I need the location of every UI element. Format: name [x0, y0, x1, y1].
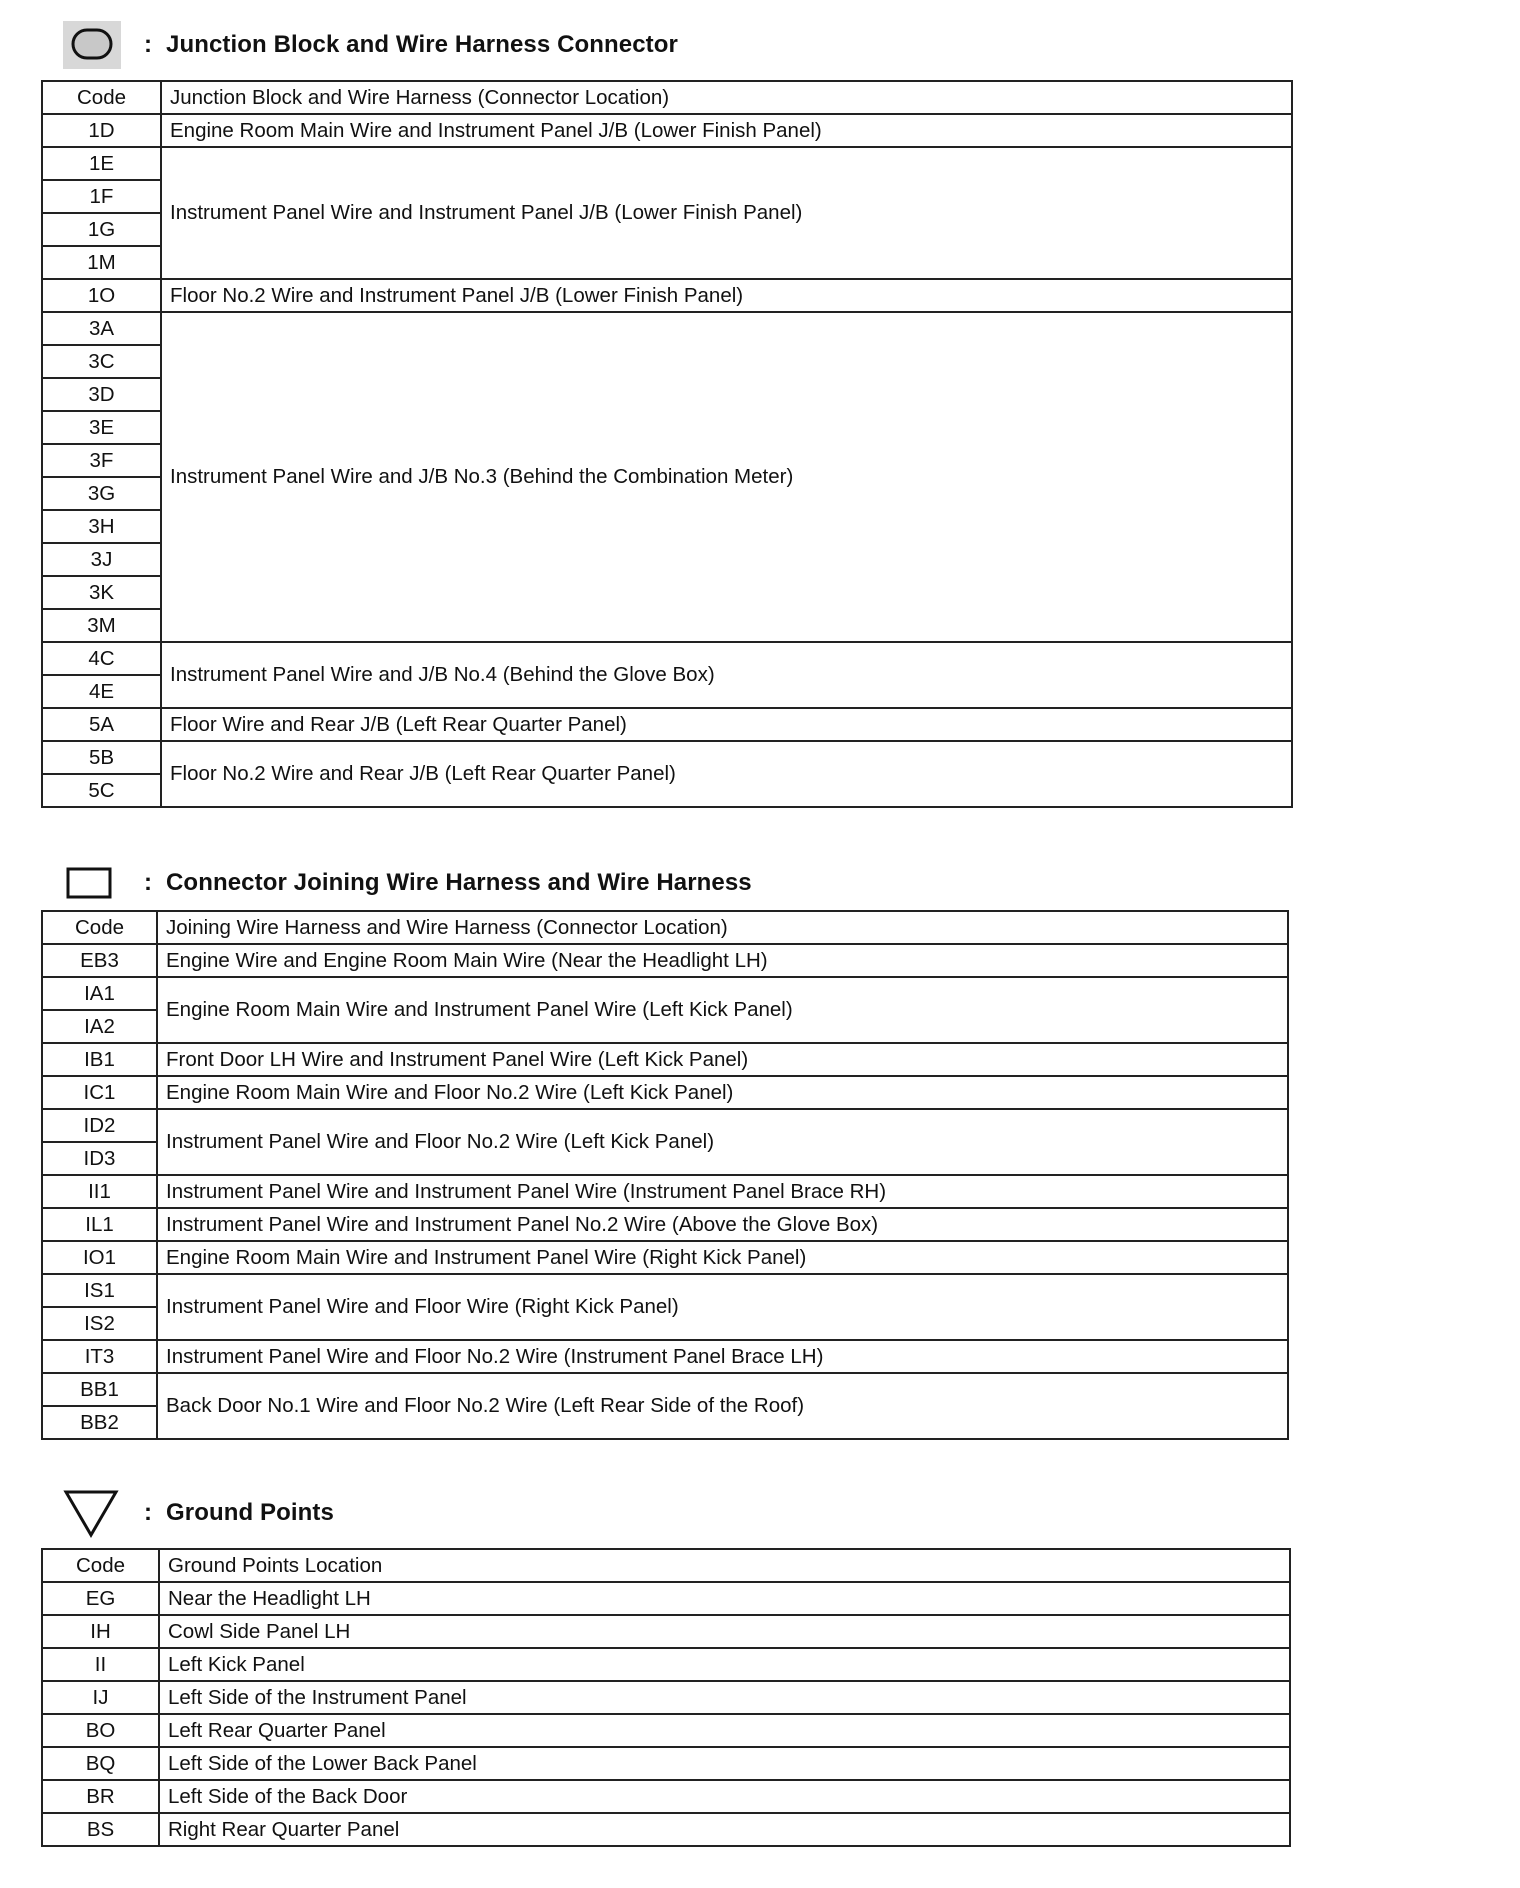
location-cell: Engine Room Main Wire and Instrument Panel Wire (Left Kick Panel): [157, 977, 1288, 1043]
code-cell: 3E: [42, 411, 161, 444]
section-colon: :: [144, 869, 152, 896]
code-cell: 3F: [42, 444, 161, 477]
section-connector-header: [62, 858, 752, 908]
location-cell: Instrument Panel Wire and Instrument Panel Wire (Instrument Panel Brace RH): [157, 1175, 1288, 1208]
code-cell: IS1: [42, 1274, 157, 1307]
code-column-header: Code: [42, 1549, 159, 1582]
section-title: Junction Block and Wire Harness Connector: [166, 31, 678, 58]
location-cell: Engine Room Main Wire and Instrument Panel J/B (Lower Finish Panel): [161, 114, 1292, 147]
location-cell: Left Rear Quarter Panel: [159, 1714, 1290, 1747]
table-row: [42, 977, 1288, 1010]
location-cell: Cowl Side Panel LH: [159, 1615, 1290, 1648]
location-cell: Floor No.2 Wire and Rear J/B (Left Rear Quarter Panel): [161, 741, 1292, 807]
code-cell: 5C: [42, 774, 161, 807]
location-cell: Near the Headlight LH: [159, 1582, 1290, 1615]
table-row: [42, 1175, 1288, 1208]
location-cell: Front Door LH Wire and Instrument Panel Wire (Left Kick Panel): [157, 1043, 1288, 1076]
code-cell: EG: [42, 1582, 159, 1615]
code-cell: 5B: [42, 741, 161, 774]
code-cell: IB1: [42, 1043, 157, 1076]
table-row: [42, 1582, 1290, 1615]
location-column-header: Junction Block and Wire Harness (Connector Location): [161, 81, 1292, 114]
table-row: [42, 1043, 1288, 1076]
location-cell: Instrument Panel Wire and J/B No.4 (Behind the Glove Box): [161, 642, 1292, 708]
code-cell: 1G: [42, 213, 161, 246]
table-row: [42, 1340, 1288, 1373]
code-cell: ID2: [42, 1109, 157, 1142]
location-cell: Instrument Panel Wire and Floor Wire (Right Kick Panel): [157, 1274, 1288, 1340]
code-cell: IA1: [42, 977, 157, 1010]
code-cell: 3C: [42, 345, 161, 378]
table-row: [42, 1813, 1290, 1846]
section-ground-header: [62, 1488, 334, 1538]
code-cell: ID3: [42, 1142, 157, 1175]
table-row: [42, 1109, 1288, 1142]
table-header-row: [42, 911, 1288, 944]
ground-points-table: [41, 1548, 1291, 1847]
location-cell: Instrument Panel Wire and Instrument Panel No.2 Wire (Above the Glove Box): [157, 1208, 1288, 1241]
location-cell: Left Side of the Instrument Panel: [159, 1681, 1290, 1714]
code-cell: 3A: [42, 312, 161, 345]
section-colon: :: [144, 1499, 152, 1526]
code-column-header: Code: [42, 81, 161, 114]
code-cell: 4E: [42, 675, 161, 708]
table-header-row: [42, 1549, 1290, 1582]
table-row: [42, 1373, 1288, 1406]
ground-points-table-body: [42, 1549, 1290, 1846]
code-cell: IH: [42, 1615, 159, 1648]
table-row: [42, 1681, 1290, 1714]
code-cell: 1F: [42, 180, 161, 213]
location-column-header: Ground Points Location: [159, 1549, 1290, 1582]
code-cell: 1E: [42, 147, 161, 180]
table-row: [42, 642, 1292, 675]
location-cell: Left Side of the Back Door: [159, 1780, 1290, 1813]
location-cell: Engine Room Main Wire and Instrument Panel Wire (Right Kick Panel): [157, 1241, 1288, 1274]
table-row: [42, 1274, 1288, 1307]
junction-block-table-body: [42, 81, 1292, 807]
location-cell: Instrument Panel Wire and J/B No.3 (Behind the Combination Meter): [161, 312, 1292, 642]
code-cell: 3K: [42, 576, 161, 609]
section-junction-block-header: [62, 20, 678, 70]
section-colon: :: [144, 31, 152, 58]
section-title: Ground Points: [166, 1499, 334, 1526]
table-row: [42, 944, 1288, 977]
table-row: [42, 147, 1292, 180]
code-cell: 3G: [42, 477, 161, 510]
table-row: [42, 1241, 1288, 1274]
code-cell: BB1: [42, 1373, 157, 1406]
code-cell: BO: [42, 1714, 159, 1747]
table-row: [42, 1747, 1290, 1780]
table-row: [42, 741, 1292, 774]
code-cell: 3J: [42, 543, 161, 576]
location-cell: Instrument Panel Wire and Instrument Panel J/B (Lower Finish Panel): [161, 147, 1292, 279]
location-cell: Engine Room Main Wire and Floor No.2 Wire (Left Kick Panel): [157, 1076, 1288, 1109]
code-cell: IO1: [42, 1241, 157, 1274]
table-row: [42, 1615, 1290, 1648]
connector-table-body: [42, 911, 1288, 1439]
code-cell: IT3: [42, 1340, 157, 1373]
code-cell: 1D: [42, 114, 161, 147]
location-cell: Right Rear Quarter Panel: [159, 1813, 1290, 1846]
code-cell: EB3: [42, 944, 157, 977]
location-cell: Instrument Panel Wire and Floor No.2 Wire (Instrument Panel Brace LH): [157, 1340, 1288, 1373]
code-cell: BQ: [42, 1747, 159, 1780]
location-cell: Instrument Panel Wire and Floor No.2 Wire (Left Kick Panel): [157, 1109, 1288, 1175]
connector-symbol-icon: [62, 858, 122, 908]
junction-block-table: [41, 80, 1293, 808]
location-cell: Left Kick Panel: [159, 1648, 1290, 1681]
table-row: [42, 708, 1292, 741]
table-row: [42, 1648, 1290, 1681]
code-cell: IC1: [42, 1076, 157, 1109]
location-cell: Engine Wire and Engine Room Main Wire (Near the Headlight LH): [157, 944, 1288, 977]
table-header-row: [42, 81, 1292, 114]
code-cell: 1O: [42, 279, 161, 312]
code-cell: 3D: [42, 378, 161, 411]
code-column-header: Code: [42, 911, 157, 944]
code-cell: BB2: [42, 1406, 157, 1439]
location-cell: Back Door No.1 Wire and Floor No.2 Wire (Left Rear Side of the Roof): [157, 1373, 1288, 1439]
code-cell: IS2: [42, 1307, 157, 1340]
table-row: [42, 1714, 1290, 1747]
code-cell: 3M: [42, 609, 161, 642]
code-cell: 1M: [42, 246, 161, 279]
table-row: [42, 1076, 1288, 1109]
location-cell: Floor No.2 Wire and Instrument Panel J/B (Lower Finish Panel): [161, 279, 1292, 312]
location-cell: Left Side of the Lower Back Panel: [159, 1747, 1290, 1780]
code-cell: 5A: [42, 708, 161, 741]
code-cell: IA2: [42, 1010, 157, 1043]
code-cell: BR: [42, 1780, 159, 1813]
code-cell: II1: [42, 1175, 157, 1208]
code-cell: IL1: [42, 1208, 157, 1241]
location-cell: Floor Wire and Rear J/B (Left Rear Quarter Panel): [161, 708, 1292, 741]
table-row: [42, 279, 1292, 312]
junction-block-symbol-icon: [62, 20, 122, 70]
code-cell: 3H: [42, 510, 161, 543]
table-row: [42, 114, 1292, 147]
ground-symbol-icon: [62, 1488, 122, 1538]
connector-table: [41, 910, 1289, 1440]
table-row: [42, 312, 1292, 345]
code-cell: IJ: [42, 1681, 159, 1714]
table-row: [42, 1780, 1290, 1813]
table-row: [42, 1208, 1288, 1241]
code-cell: 4C: [42, 642, 161, 675]
section-title: Connector Joining Wire Harness and Wire Harness: [166, 869, 752, 896]
code-cell: II: [42, 1648, 159, 1681]
code-cell: BS: [42, 1813, 159, 1846]
location-column-header: Joining Wire Harness and Wire Harness (Connector Location): [157, 911, 1288, 944]
